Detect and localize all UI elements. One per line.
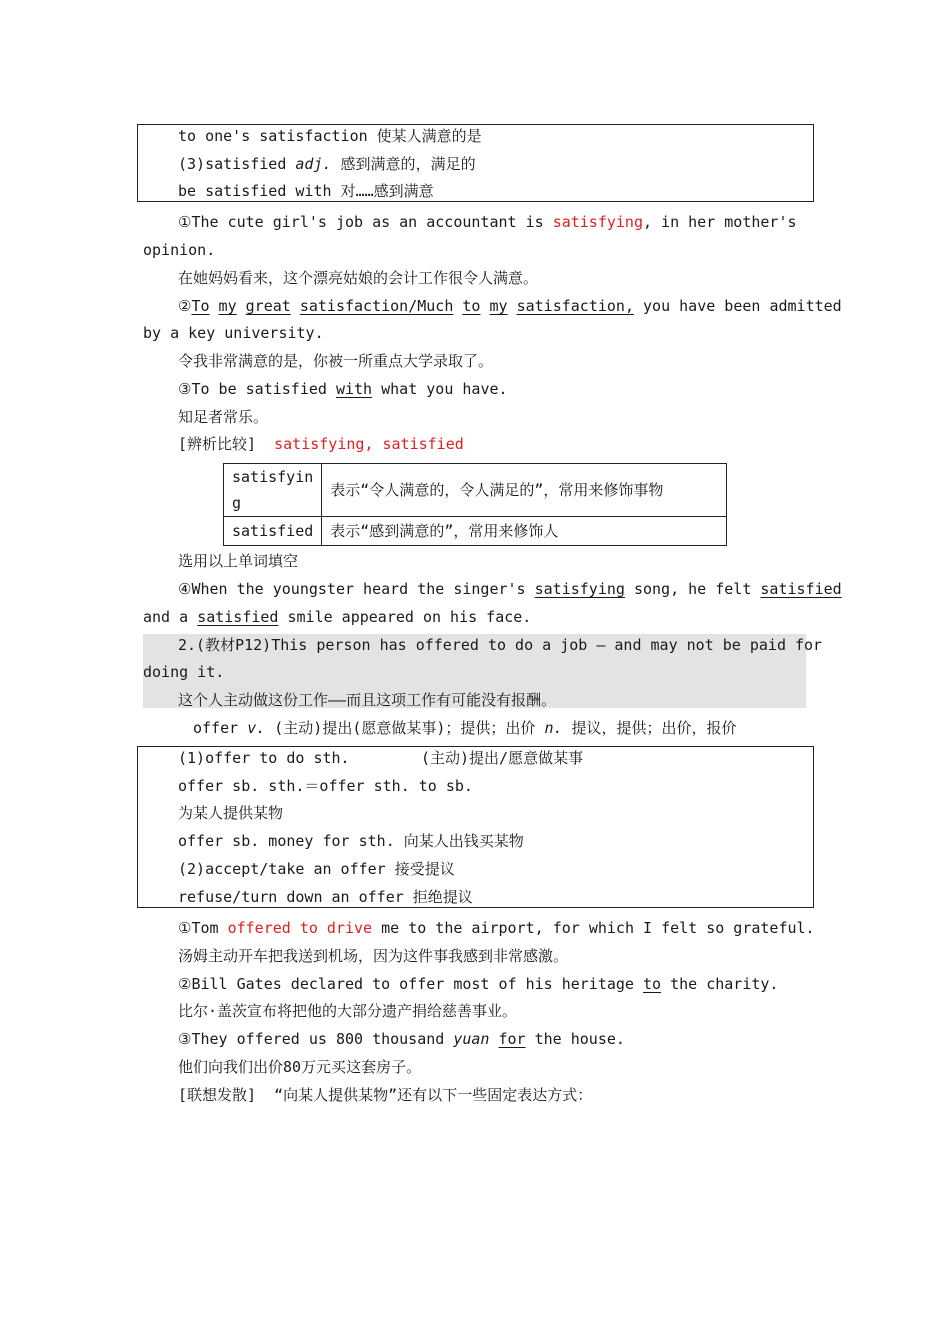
offer-example-2-b: the charity. <box>661 975 779 993</box>
section-2-line-2: doing it. <box>143 663 225 681</box>
table-row <box>224 464 727 517</box>
offer-example-3 <box>178 1029 625 1049</box>
box2-line-3: 为某人提供某物 <box>178 804 284 822</box>
example-1-b: , in her mother's <box>643 213 797 231</box>
box1-line-1: to one's satisfaction 使某人满意的是 <box>178 127 482 145</box>
pos-v: v. <box>247 719 266 737</box>
pos-adj: adj. <box>295 155 332 173</box>
example-3-a: ③To be satisfied <box>178 380 336 398</box>
box1-line-2-b: 感到满意的，满足的 <box>331 155 476 173</box>
compare-table <box>223 463 727 546</box>
translation-1: 在她妈妈看来，这个漂亮姑娘的会计工作很令人满意。 <box>178 269 539 287</box>
fill-prompt: 选用以上单词填空 <box>178 552 299 570</box>
offer-translation-2: 比尔·盖茨宣布将把他的大部分遗产捐给慈善事业。 <box>178 1002 518 1020</box>
offer-translation-3: 他们向我们出价80万元买这套房子。 <box>178 1058 422 1076</box>
offer-example-3-b: the house. <box>525 1030 625 1048</box>
translation-2: 令我非常满意的是，你被一所重点大学录取了。 <box>178 352 494 370</box>
blank-to: to <box>643 975 662 993</box>
blank-6: my <box>489 297 508 315</box>
offer-example-2-a: ②Bill Gates declared to offer most of his heritage <box>178 975 643 993</box>
box2-line-6: refuse/turn down an offer 拒绝提议 <box>178 888 473 906</box>
blank-7: satisfaction, <box>516 297 634 315</box>
box1-line-2 <box>178 154 476 174</box>
word-yuan: yuan <box>453 1030 490 1048</box>
example-1-cont: opinion. <box>143 241 216 259</box>
desc-cell: 表示“令人满意的，令人满足的”，常用来修饰事物 <box>322 464 727 517</box>
offer-example-1-b: me to the airport, for which I felt so grateful. <box>372 919 815 937</box>
desc-cell: 表示“感到满意的”，常用来修饰人 <box>322 517 727 546</box>
blank-5: to <box>462 297 481 315</box>
word-satisfying-b: g <box>232 494 242 512</box>
blank-3: great <box>245 297 291 315</box>
section-2-line-1: 2.(教材P12)This person has offered to do a job — and may not be paid for <box>178 636 823 654</box>
example-4 <box>178 579 842 599</box>
circle-2: ② <box>178 297 192 315</box>
offer-example-2 <box>178 974 778 994</box>
phrase-box-offer <box>137 746 814 908</box>
association-label: [联想发散] <box>178 1086 257 1104</box>
box2-line-1a: (1)offer to do sth. <box>178 749 350 767</box>
compare-label: [辨析比较] <box>178 435 257 453</box>
example-4-a: ④When the youngster heard the singer's <box>178 580 535 598</box>
example-4-cont <box>143 607 531 627</box>
example-2-cont: by a key university. <box>143 324 324 342</box>
compare-words: satisfying, satisfied <box>274 435 464 453</box>
association-text: “向某人提供某物”还有以下一些固定表达方式： <box>274 1086 593 1104</box>
example-4-d: smile appeared on his face. <box>278 608 532 626</box>
offer-def-b: (主动)提出(愿意做某事)；提供；出价 <box>265 719 545 737</box>
blank-with: with <box>335 380 373 398</box>
box1-line-2-a: (3)satisfied <box>178 155 296 173</box>
example-4-b: song, he felt <box>624 580 761 598</box>
offer-example-1 <box>178 918 815 938</box>
answer-satisfied-1: satisfied <box>760 580 842 598</box>
translation-3: 知足者常乐。 <box>178 408 269 426</box>
word-cell: satisfied <box>224 517 322 546</box>
box2-line-1b: (主动)提出/愿意做某事 <box>421 749 584 767</box>
box2-line-5: (2)accept/take an offer 接受提议 <box>178 860 455 878</box>
offer-translation-1: 汤姆主动开车把我送到机场，因为这件事我感到非常感激。 <box>178 947 569 965</box>
example-2 <box>178 296 842 316</box>
pos-n: n. <box>544 719 563 737</box>
answer-offered-to-drive: offered to drive <box>227 919 373 937</box>
offer-word: offer <box>193 719 248 737</box>
table-row <box>224 517 727 546</box>
example-4-c: and a <box>143 608 198 626</box>
blank-4: satisfaction/Much <box>299 297 454 315</box>
word-cell <box>224 464 322 517</box>
example-2-b: you have been admitted <box>633 297 842 315</box>
offer-def-c: 提议，提供；出价，报价 <box>562 719 737 737</box>
blank-1: To <box>191 297 210 315</box>
compare-heading <box>178 434 464 454</box>
example-3 <box>178 379 508 399</box>
word-satisfying-a: satisfyin <box>232 468 314 486</box>
offer-example-1-a: ①Tom <box>178 919 228 937</box>
offer-example-3-a: ③They offered us 800 thousand <box>178 1030 454 1048</box>
section-2-translation: 这个人主动做这份工作——而且这项工作有可能没有报酬。 <box>178 691 557 709</box>
offer-example-3-sp <box>489 1030 498 1048</box>
association-line <box>178 1085 592 1105</box>
answer-satisfying: satisfying <box>552 213 643 231</box>
box2-line-2: offer sb. sth.＝offer sth. to sb. <box>178 777 473 795</box>
answer-satisfying-2: satisfying <box>534 580 625 598</box>
blank-for: for <box>498 1030 526 1048</box>
example-1 <box>178 212 797 232</box>
blank-2: my <box>218 297 237 315</box>
box2-line-4: offer sb. money for sth. 向某人出钱买某物 <box>178 832 524 850</box>
example-3-b: what you have. <box>372 380 508 398</box>
example-1-a: ①The cute girl's job as an accountant is <box>178 213 553 231</box>
answer-satisfied-2: satisfied <box>197 608 279 626</box>
offer-definition <box>193 718 737 738</box>
box1-line-3: be satisfied with 对……感到满意 <box>178 182 434 200</box>
